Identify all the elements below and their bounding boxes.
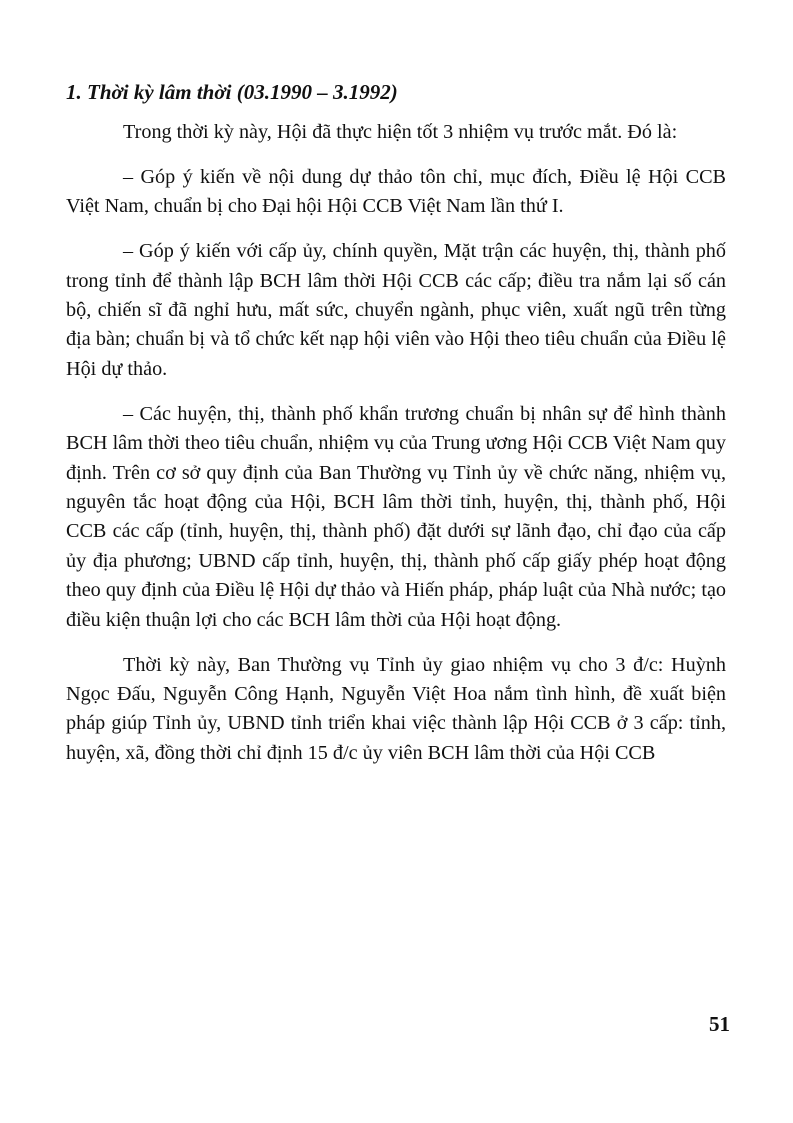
paragraph-task-3: – Các huyện, thị, thành phố khẩn trương chuẩn bị nhân sự để hình thành BCH lâm thời theo tiêu chuẩn, nhiệm vụ của Trung ương Hội CCB Việt Nam quy định. Trên cơ sở quy định của Ban Thường vụ Tỉnh ủy về chức năng, nhiệm vụ, nguyên tắc hoạt động của Hội, BCH lâm thời tỉnh, huyện, thị, thành phố, Hội CCB các cấp (tỉnh, huyện, thị, thành phố) đặt dưới sự lãnh đạo, chỉ đạo của cấp ủy địa phương; UBND cấp tỉnh, huyện, thị, thành phố cấp giấy phép hoạt động theo quy định của Điều lệ Hội dự thảo và Hiến pháp, pháp luật của Nhà nước; tạo điều kiện thuận lợi cho các BCH lâm thời của Hội hoạt động. [66,402,726,631]
page-number: 51 [709,1012,730,1036]
paragraph-task-2: – Góp ý kiến với cấp ủy, chính quyền, Mặt trận các huyện, thị, thành phố trong tỉnh để thành lập BCH lâm thời Hội CCB các cấp; điều tra nắm lại số cán bộ, chiến sĩ đã nghỉ hưu, mất sức, chuyển ngành, phục viên, xuất ngũ trên từng địa bàn; chuẩn bị và tổ chức kết nạp hội viên vào Hội theo tiêu chuẩn của Điều lệ Hội dự thảo. [66,240,726,380]
body-text [66,118,726,784]
paragraph-assignment: Thời kỳ này, Ban Thường vụ Tỉnh ủy giao nhiệm vụ cho 3 đ/c: Huỳnh Ngọc Đấu, Nguyễn Công Hạnh, Nguyễn Việt Hoa nắm tình hình, đề xuất biện pháp giúp Tỉnh ủy, UBND tỉnh triển khai việc thành lập Hội CCB ở 3 cấp: tỉnh, huyện, xã, đồng thời chỉ định 15 đ/c ủy viên BCH lâm thời của Hội CCB [66,653,726,764]
paragraph-intro: Trong thời kỳ này, Hội đã thực hiện tốt 3 nhiệm vụ trước mắt. Đó là: [123,121,678,143]
paragraph-task-1: – Góp ý kiến về nội dung dự thảo tôn chỉ, mục đích, Điều lệ Hội CCB Việt Nam, chuẩn bị cho Đại hội Hội CCB Việt Nam lần thứ I. [66,165,726,218]
section-heading: 1. Thời kỳ lâm thời (03.1990 – 3.1992) [66,80,398,104]
